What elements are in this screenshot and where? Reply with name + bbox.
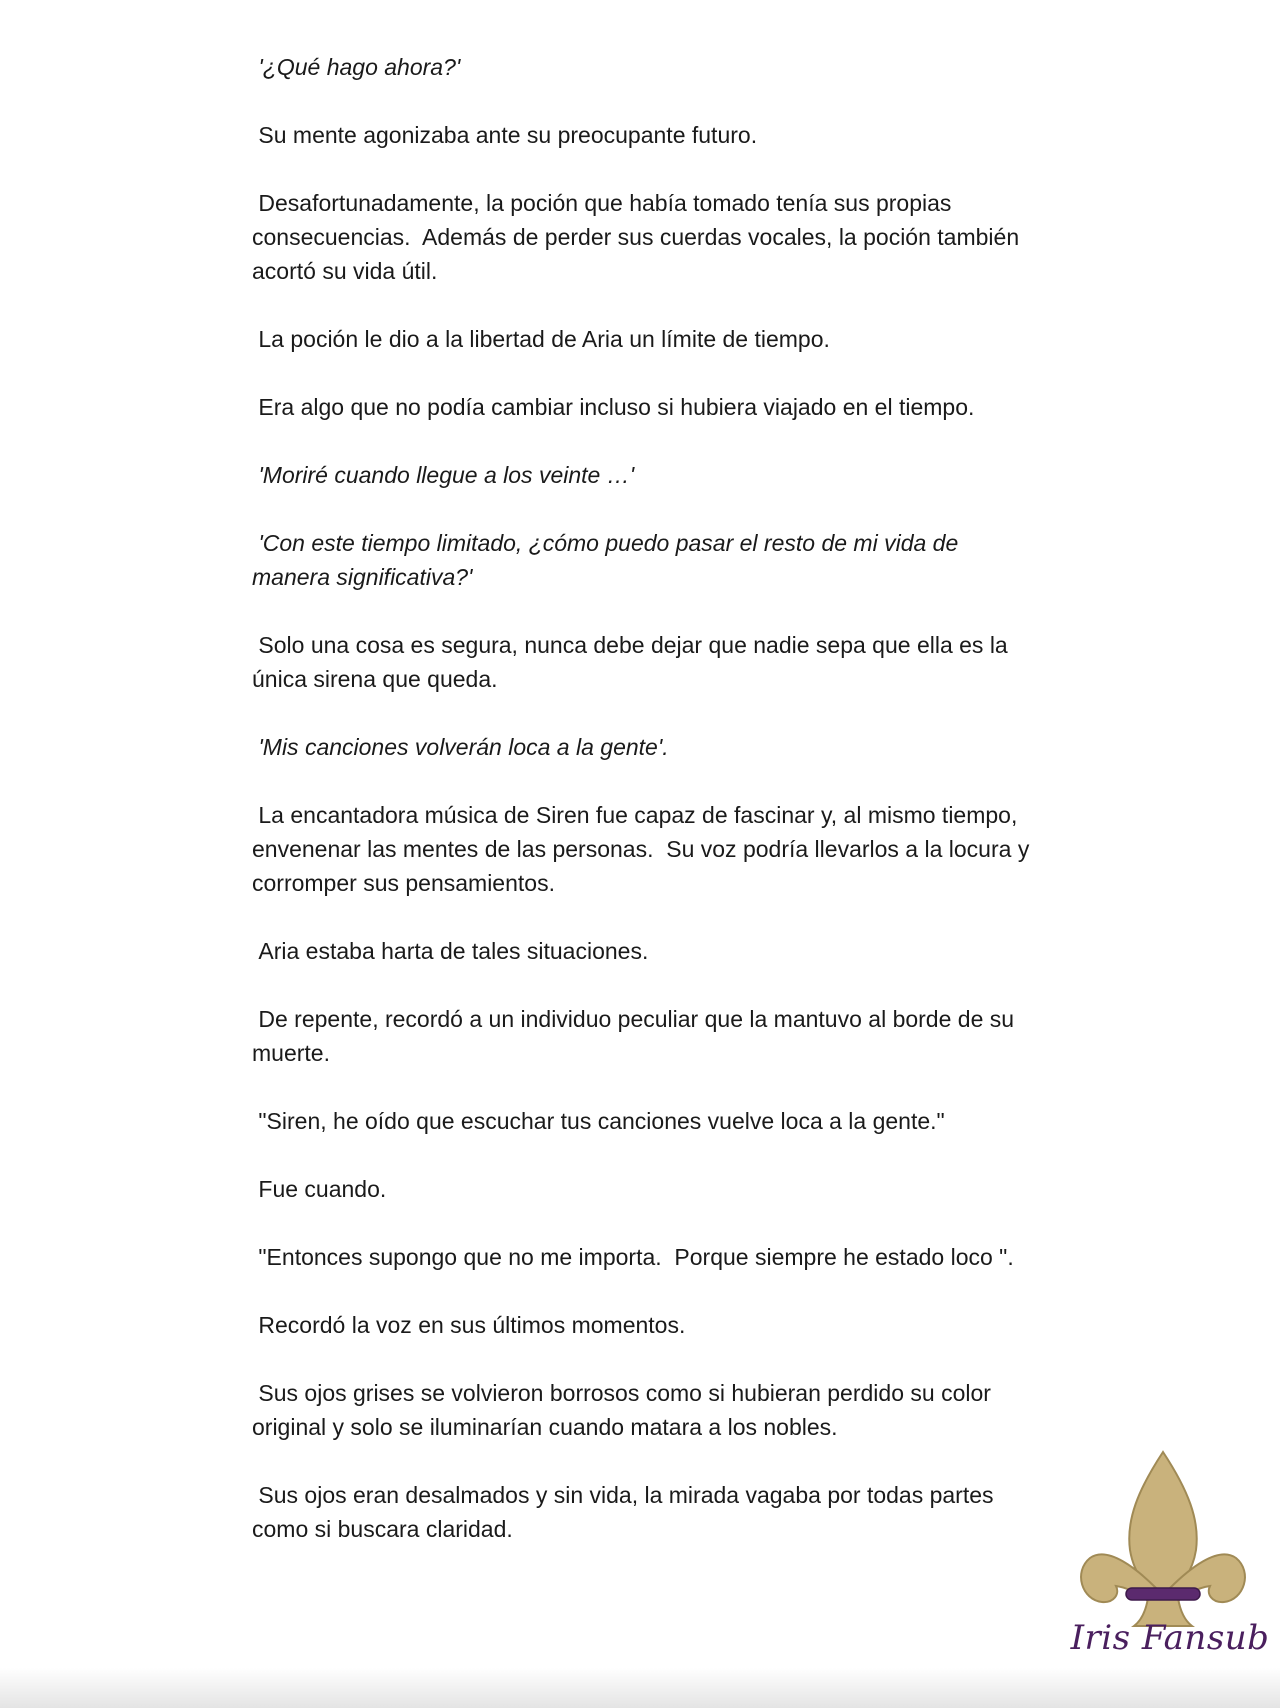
paragraph: La encantadora música de Siren fue capaz de fascinar y, al mismo tiempo, envenenar las mentes de las personas. Su voz podría llevarlos a la locura y corromper sus pensamientos. [252,802,1036,896]
paragraph: Recordó la voz en sus últimos momentos. [252,1312,686,1338]
page-bottom-shadow [0,1668,1280,1708]
paragraph: Su mente agonizaba ante su preocupante futuro. [252,122,758,148]
watermark-text: Iris Fansub [1070,1618,1270,1658]
paragraph: Aria estaba harta de tales situaciones. [252,938,649,964]
paragraph: 'Con este tiempo limitado, ¿cómo puedo pasar el resto de mi vida de manera significativa?' [252,530,965,590]
paragraph: Era algo que no podía cambiar incluso si hubiera viajado en el tiempo. [252,394,975,420]
paragraph: Sus ojos eran desalmados y sin vida, la mirada vagaba por todas partes como si buscara claridad. [252,1482,1000,1542]
paragraph: Solo una cosa es segura, nunca debe dejar que nadie sepa que ella es la única sirena que queda. [252,632,1015,692]
paragraph: La poción le dio a la libertad de Aria un límite de tiempo. [252,326,830,352]
paragraph: "Siren, he oído que escuchar tus canciones vuelve loca a la gente." [252,1108,945,1134]
paragraph: De repente, recordó a un individuo peculiar que la mantuvo al borde de su muerte. [252,1006,1021,1066]
paragraph: 'Moriré cuando llegue a los veinte …' [252,462,635,488]
paragraph: Sus ojos grises se volvieron borrosos como si hubieran perdido su color original y solo se iluminarían cuando matara a los nobles. [252,1380,998,1440]
paragraph: "Entonces supongo que no me importa. Porque siempre he estado loco ". [252,1244,1014,1270]
document-body [252,50,1042,1580]
paragraph: 'Mis canciones volverán loca a la gente'. [252,734,669,760]
paragraph: Fue cuando. [252,1176,387,1202]
paragraph: '¿Qué hago ahora?' [252,54,461,80]
paragraph: Desafortunadamente, la poción que había tomado tenía sus propias consecuencias. Además de perder sus cuerdas vocales, la poción también acortó su vida útil. [252,190,1026,284]
